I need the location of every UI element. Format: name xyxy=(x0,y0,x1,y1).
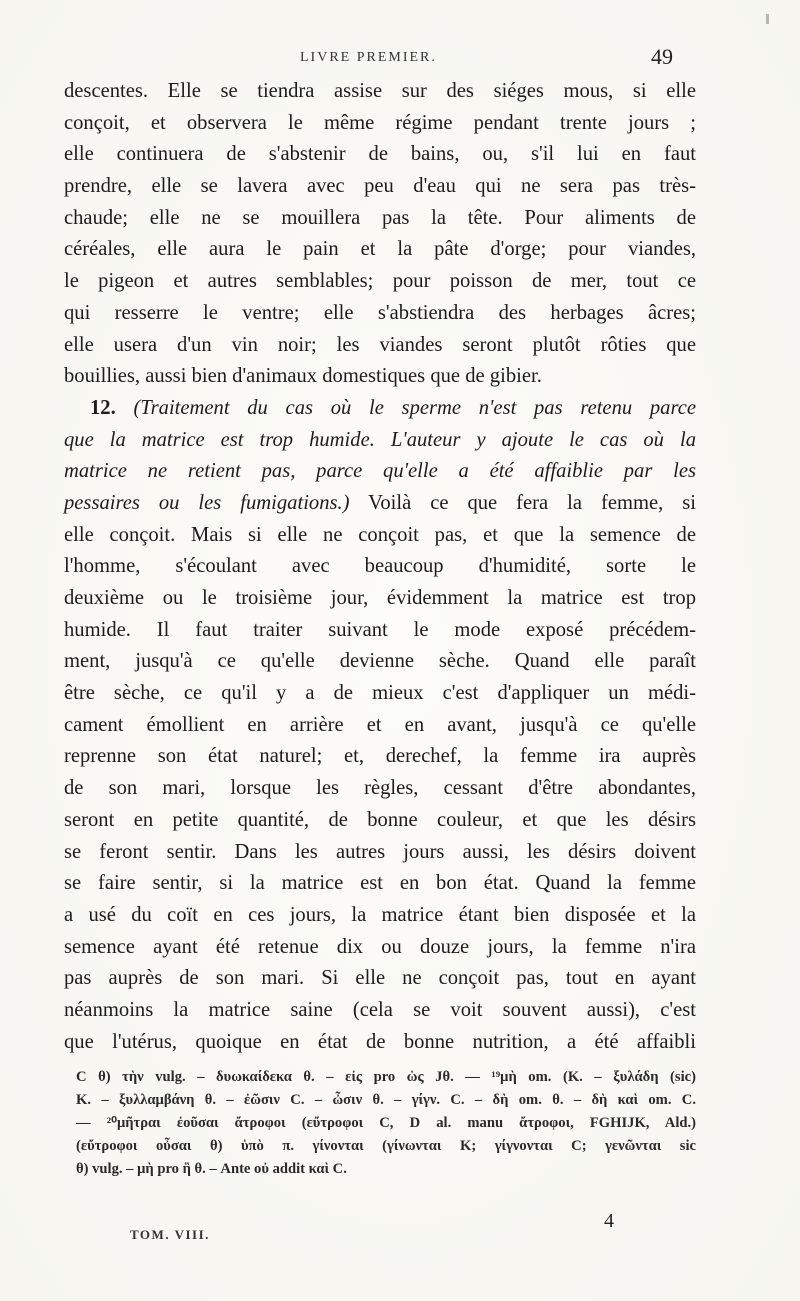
section-heading-line: matrice ne retient pas, parce qu'elle a été affaiblie par les xyxy=(64,460,696,483)
text-line: prendre, elle se lavera avec peu d'eau qui ne sera pas très- xyxy=(64,175,696,198)
section-heading: (Traitement du cas où le sperme n'est pas retenu parce xyxy=(133,396,696,419)
text-line: a usé du coït en ces jours, la matrice étant bien disposée et la xyxy=(64,903,696,926)
paragraph-number: 12. xyxy=(90,396,116,419)
text-line: conçoit, et observera le même régime pendant trente jours ; xyxy=(64,111,696,134)
text-line: que l'utérus, quoique en état de bonne nutrition, a été affaibli xyxy=(64,1030,696,1053)
text-line: deuxième ou le troisième jour, évidemment la matrice est trop xyxy=(64,587,696,609)
text-line: elle conçoit. Mais si elle ne conçoit pas, et que la semence de xyxy=(64,523,696,546)
page-edge-mark xyxy=(766,14,769,24)
text-line: descentes. Elle se tiendra assise sur des siéges mous, si elle xyxy=(64,80,696,102)
text-line: humide. Il faut traiter suivant le mode exposé précédem- xyxy=(64,618,696,641)
text-line: le pigeon et autres semblables; pour poisson de mer, tout ce xyxy=(64,270,696,293)
main-text xyxy=(64,76,696,1058)
footnote-line: — ²⁰μῆτραι ἐοῦσαι ἄτροφοι (εὔτροφοι C, D al. manu ἄτροφοι, FGHIJK, Ald.) xyxy=(76,1115,696,1131)
text-line: néanmoins la matrice saine (cela se voit souvent aussi), c'est xyxy=(64,998,696,1021)
footnote-line: K. – ξυλλαμβάνη θ. – ἐῶσιν C. – ὦσιν θ. – γίγν. C. – δὴ om. θ. – δὴ καὶ om. C. xyxy=(76,1092,696,1108)
text-line: qui resserre le ventre; elle s'abstiendra des herbages âcres; xyxy=(64,301,696,324)
text-line: être sèche, ce qu'il y a de mieux c'est d'appliquer un médi- xyxy=(64,682,696,705)
text-line: reprenne son état naturel; et, derechef, la femme ira auprès xyxy=(64,745,696,768)
paragraph-12-first-line xyxy=(64,393,696,425)
section-heading-line: que la matrice est trop humide. L'auteur y ajoute le cas où la xyxy=(64,428,696,451)
text-line: bouillies, aussi bien d'animaux domestiques que de gibier. xyxy=(64,365,542,388)
text-line: elle usera d'un vin noir; les viandes seront plutôt rôties que xyxy=(64,333,696,356)
text-line: cament émollient en arrière et en avant, jusqu'à ce qu'elle xyxy=(64,713,696,736)
section-heading-end: pessaires ou les fumigations.) xyxy=(64,491,350,514)
text-fragment: Voilà ce que fera la femme, si xyxy=(368,491,696,514)
text-line: l'homme, s'écoulant avec beaucoup d'humidité, sorte le xyxy=(64,555,696,578)
text-line: céréales, elle aura le pain et la pâte d'orge; pour viandes, xyxy=(64,238,696,261)
page-number: 49 xyxy=(651,44,673,69)
text-line: chaude; elle ne se mouillera pas la tête. Pour aliments de xyxy=(64,206,696,229)
text-line: semence ayant été retenue dix ou douze jours, la femme n'ira xyxy=(64,935,696,958)
running-head: LIVRE PREMIER. xyxy=(300,50,437,65)
signature-mark: TOM. VIII. xyxy=(130,1227,210,1242)
footnote-line: (εὔτροφοι οὖσαι θ) ὑπὸ π. γίνονται (γίνωνται K; γίγνονται C; γενῶνται sic xyxy=(76,1138,696,1154)
text-line: se feront sentir. Dans les autres jours aussi, les désirs doivent xyxy=(64,840,696,863)
text-line: pas auprès de son mari. Si elle ne conçoit pas, tout en ayant xyxy=(64,967,696,990)
critical-apparatus xyxy=(76,1066,696,1181)
text-line: ment, jusqu'à ce qu'elle devienne sèche. Quand elle paraît xyxy=(64,650,696,673)
text-line: seront en petite quantité, de bonne couleur, et que les désirs xyxy=(64,808,696,831)
signature-number: 4 xyxy=(604,1210,614,1232)
footnote-line: C θ) τὴν vulg. – δυωκαίδεκα θ. – εἰς pro ὡς Jθ. — ¹⁹μὴ om. (K. – ξυλάδη (sic) xyxy=(76,1069,696,1085)
footnote-line: θ) vulg. – μὴ pro ἢ θ. – Ante οὐ addit καὶ C. xyxy=(76,1161,347,1177)
section-heading-end-line xyxy=(64,488,696,520)
text-line: elle continuera de s'abstenir de bains, ou, s'il lui en faut xyxy=(64,143,696,166)
text-line: se faire sentir, si la matrice est en bon état. Quand la femme xyxy=(64,872,696,895)
text-line: de son mari, lorsque les règles, cessant d'être abondantes, xyxy=(64,777,696,800)
